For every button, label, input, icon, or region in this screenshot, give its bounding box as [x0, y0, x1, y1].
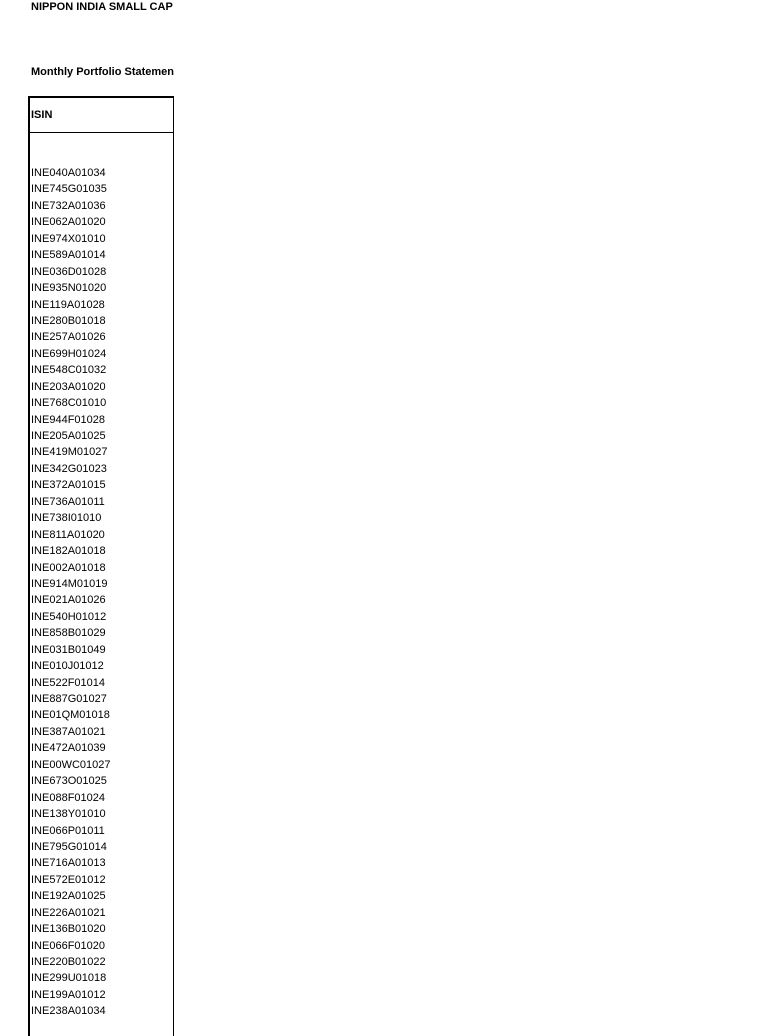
table-row[interactable]: INE914M01019	[31, 577, 108, 590]
table-row[interactable]: INE673O01025	[31, 775, 107, 788]
table-row[interactable]: INE589A01014	[31, 249, 106, 262]
table-row[interactable]: INE01QM01018	[31, 709, 110, 722]
table-row[interactable]: INE192A01025	[31, 890, 106, 903]
table-row[interactable]: INE887G01027	[31, 693, 107, 705]
table-row[interactable]: INE031B01049	[31, 643, 106, 656]
table-row[interactable]: INE811A01020	[31, 528, 105, 541]
table-row[interactable]: INE974X01010	[31, 232, 106, 245]
table-row[interactable]: INE138Y01010	[31, 808, 106, 821]
table-row[interactable]: INE226A01021	[31, 906, 106, 919]
table-row[interactable]: INE716A01013	[31, 857, 106, 870]
table-row[interactable]: INE036D01028	[31, 265, 107, 278]
table-row[interactable]: INE066P01011	[31, 824, 105, 837]
table-row[interactable]: INE732A01036	[31, 199, 106, 212]
fund-name-title: NIPPON INDIA SMALL CAP	[31, 1, 173, 13]
isin-table	[28, 96, 174, 1036]
table-row[interactable]: INE699H01024	[31, 347, 107, 360]
statement-title: Monthly Portfolio Statemen	[31, 66, 174, 78]
table-row[interactable]: INE280B01018	[31, 314, 106, 327]
table-row[interactable]: INE736A01011	[31, 495, 105, 508]
table-row[interactable]: INE419M01027	[31, 446, 108, 459]
table-row[interactable]: INE00WC01027	[31, 758, 111, 771]
table-row[interactable]: INE768C01010	[31, 397, 107, 410]
table-row[interactable]: INE944F01028	[31, 413, 105, 426]
table-row[interactable]: INE372A01015	[31, 479, 106, 492]
table-row[interactable]: INE387A01021	[31, 725, 106, 738]
table-row[interactable]: INE062A01020	[31, 216, 106, 229]
table-row[interactable]: INE203A01020	[31, 380, 106, 393]
table-row[interactable]: INE257A01026	[31, 331, 106, 344]
table-row[interactable]: INE472A01039	[31, 742, 106, 755]
table-row[interactable]: INE002A01018	[31, 561, 106, 574]
table-row[interactable]: INE299U01018	[31, 972, 107, 985]
table-row[interactable]: INE136B01020	[31, 923, 106, 936]
table-row[interactable]: INE572E01012	[31, 873, 106, 886]
table-row[interactable]: INE119A01028	[31, 298, 105, 311]
table-row[interactable]: INE935N01020	[31, 282, 107, 295]
table-row[interactable]: INE548C01032	[31, 364, 107, 377]
table-row[interactable]: INE238A01034	[31, 1005, 106, 1018]
table-row[interactable]: INE205A01025	[31, 430, 106, 442]
table-row[interactable]: INE040A01034	[31, 167, 106, 179]
table-row[interactable]: INE342G01023	[31, 462, 107, 475]
isin-column-header[interactable]: ISIN	[30, 98, 173, 133]
table-row[interactable]: INE220B01022	[31, 956, 106, 968]
table-row[interactable]: INE795G01014	[31, 840, 107, 853]
isin-list	[30, 165, 173, 1020]
table-row[interactable]: INE021A01026	[31, 594, 106, 607]
table-row[interactable]: INE738I01010	[31, 512, 102, 525]
table-row[interactable]: INE199A01012	[31, 988, 106, 1001]
table-row[interactable]: INE182A01018	[31, 545, 106, 558]
table-row[interactable]: INE522F01014	[31, 676, 105, 689]
table-row[interactable]: INE010J01012	[31, 660, 104, 673]
table-row[interactable]: INE088F01024	[31, 791, 105, 804]
table-row[interactable]: INE858B01029	[31, 627, 106, 640]
table-row[interactable]: INE745G01035	[31, 183, 107, 196]
empty-row[interactable]	[30, 133, 173, 165]
table-row[interactable]: INE540H01012	[31, 610, 107, 623]
table-row[interactable]: INE066F01020	[31, 939, 105, 952]
